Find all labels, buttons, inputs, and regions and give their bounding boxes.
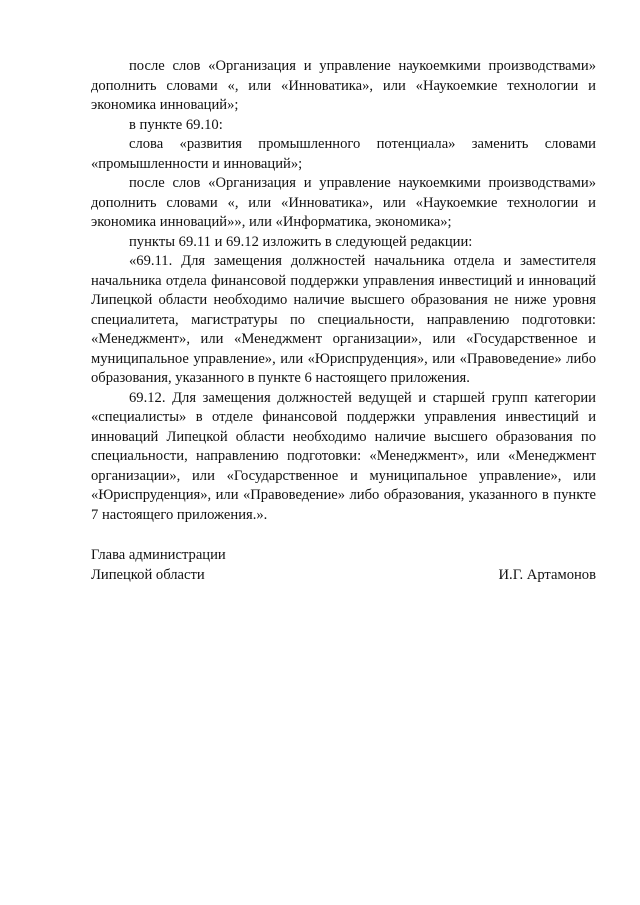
signature-line xyxy=(91,566,596,586)
signature-block xyxy=(91,546,596,585)
signatory-name: И.Г. Артамонов xyxy=(498,566,596,583)
paragraph-amendment-1: после слов «Организация и управление наукоемкими производствами» дополнить словами «, или «Инноватика», или «Наукоемкие технологии и экономика инноваций»; xyxy=(91,58,596,113)
paragraph-item-69-10: в пункте 69.10: xyxy=(129,116,223,133)
paragraph-amendment-2: слова «развития промышленного потенциала» заменить словами «промышленности и инноваций»; xyxy=(91,136,596,172)
document-body xyxy=(91,57,596,525)
paragraph-69-12: 69.12. Для замещения должностей ведущей и старшей групп категории «специалисты» в отделе финансовой поддержки управления инвестиций и инноваций Липецкой области необходимо наличие высшего образования по специальности, направлению подготовки: «Менеджмент», или «Менеджмент организации», или «Государственное и муниципальное управление», или «Юриспруденция», или «Правоведение» либо образования, указанного в пункте 7 настоящего приложения.». xyxy=(91,389,596,523)
paragraph-items-intro: пункты 69.11 и 69.12 изложить в следующей редакции: xyxy=(129,233,473,250)
signatory-position-line1: Глава администрации xyxy=(91,547,226,563)
paragraph-amendment-3: после слов «Организация и управление наукоемкими производствами» дополнить словами «, или «Инноватика», или «Наукоемкие технологии и экономика инноваций»», или «Информатика, экономика»; xyxy=(91,175,596,230)
paragraph-69-11: «69.11. Для замещения должностей начальника отдела и заместителя начальника отдела финансовой поддержки управления инвестиций и инноваций Липецкой области необходимо наличие высшего образования не ниже уровня специалитета, магистратуры по специальности, направлению подготовки: «Менеджмент», или «Менеджмент организации», или «Государственное и муниципальное управление», или «Юриспруденция», или «Правоведение» либо образования, указанного в пункте 6 настоящего приложения. xyxy=(91,253,596,386)
signatory-position-line2: Липецкой области xyxy=(91,566,205,583)
